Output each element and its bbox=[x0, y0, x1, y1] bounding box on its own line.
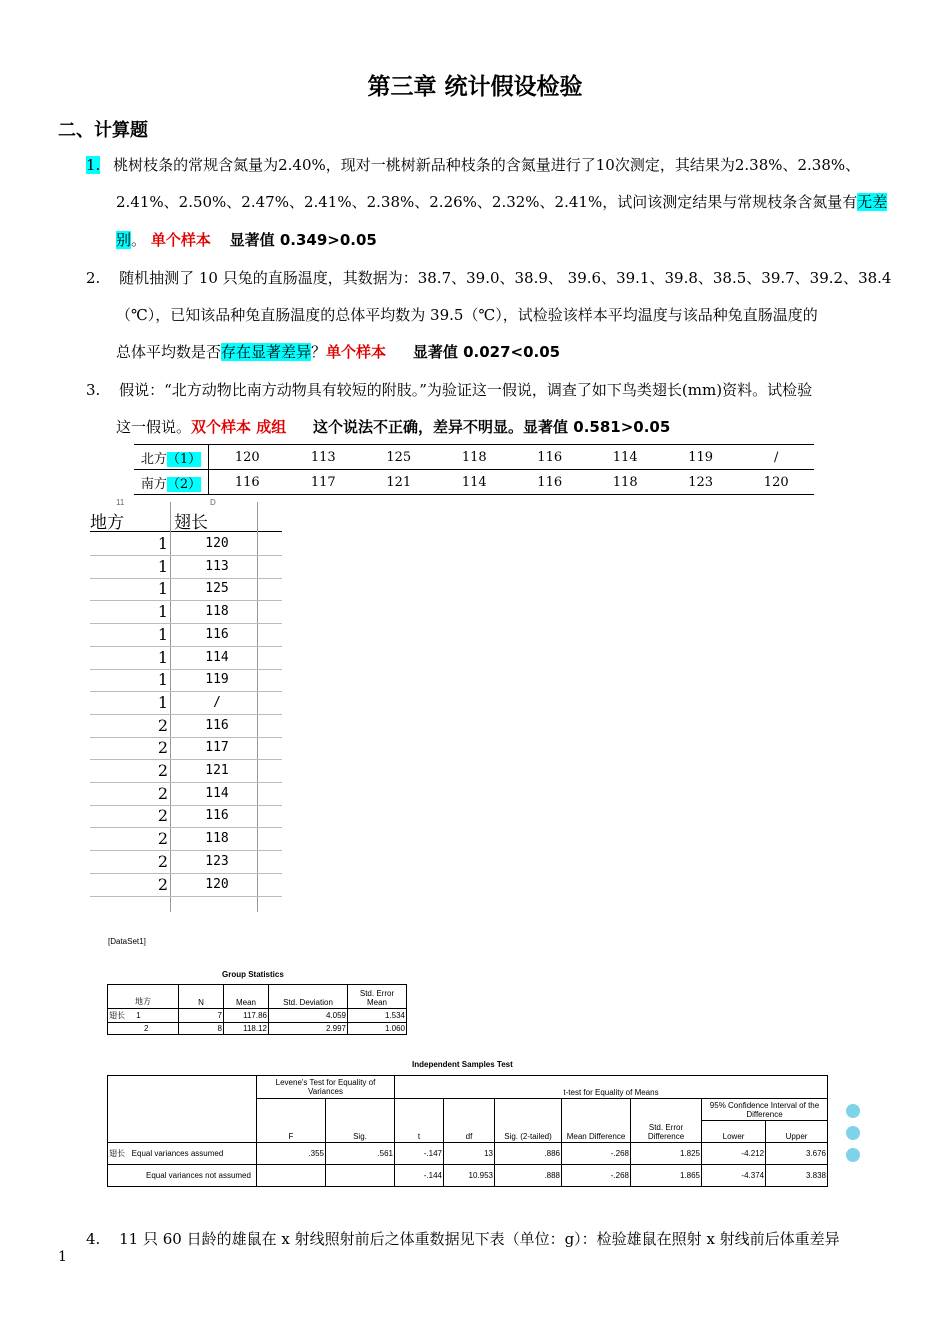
sheet-cell-wing: 125 bbox=[205, 581, 229, 597]
sheet-cell-wing: 116 bbox=[205, 717, 229, 733]
table-cell: 114 bbox=[612, 449, 638, 465]
q3-line2 bbox=[116, 416, 670, 437]
table-cell: 116 bbox=[234, 474, 260, 490]
sheet-row bbox=[90, 804, 282, 828]
q3-method: 双个样本 成组 bbox=[191, 418, 287, 436]
sheet-cell-region: 1 bbox=[157, 579, 168, 599]
sheet-row bbox=[90, 850, 282, 874]
table-cell: 2.997 bbox=[269, 1023, 348, 1035]
question-3 bbox=[86, 379, 812, 400]
comment-icon[interactable] bbox=[846, 1104, 860, 1118]
table-cell: 114 bbox=[461, 474, 487, 490]
q1-punct: 。 bbox=[131, 231, 147, 249]
sheet-cell-wing: 118 bbox=[205, 604, 229, 620]
q2-line1: 随机抽测了 10 只兔的直肠温度，其数据为：38.7、39.0、38.9、 39.6、39.1、39.8、38.5、39.7、39.2、38.4 bbox=[119, 269, 892, 287]
row-label: 南方（2） bbox=[134, 470, 209, 495]
column-letter: 11 bbox=[116, 498, 125, 507]
table-cell: t-test for Equality of Means bbox=[395, 1076, 828, 1099]
q2-punct: ？ bbox=[311, 343, 327, 361]
sheet-cell-wing: / bbox=[213, 694, 221, 710]
sheet-header-region: 地方 bbox=[90, 513, 124, 533]
sheet-row bbox=[90, 600, 282, 624]
table-cell bbox=[108, 1076, 257, 1143]
q2-result: 显著值 0.027<0.05 bbox=[412, 343, 561, 361]
table-cell: -.144 bbox=[395, 1165, 444, 1187]
sheet-cell-wing: 113 bbox=[205, 558, 229, 574]
q1-highlight-2: 别 bbox=[116, 231, 132, 249]
q2-method: 单个样本 bbox=[326, 343, 387, 361]
q1-result: 显著值 0.349>0.05 bbox=[229, 231, 377, 249]
table-cell: N bbox=[179, 985, 224, 1009]
gear-icon[interactable] bbox=[846, 1148, 860, 1162]
table-cell: Std. Deviation bbox=[269, 985, 348, 1009]
table-cell: 119 bbox=[688, 449, 714, 465]
sheet-cell-region: 1 bbox=[157, 647, 168, 667]
q4-line1: 11 只 60 日龄的雄鼠在 x 射线照射前后之体重数据见下表（单位：g）：检验雄鼠在照射 x 射线前后体重差异 bbox=[119, 1230, 840, 1248]
table-cell: 118 bbox=[612, 474, 638, 490]
q3-line1: 假说：“北方动物比南方动物具有较短的附肢。”为验证这一假说，调查了如下鸟类翅长(mm)资料。试检验 bbox=[119, 381, 813, 399]
table-cell: 7 bbox=[179, 1009, 224, 1023]
sheet-cell-region: 2 bbox=[157, 806, 168, 826]
table-cell: Levene's Test for Equality of Variances bbox=[257, 1076, 395, 1099]
table-cell: Upper bbox=[766, 1121, 828, 1143]
table-cell bbox=[257, 1165, 326, 1187]
sheet-cell-region: 1 bbox=[157, 692, 168, 712]
sheet-cell-wing: 117 bbox=[205, 740, 229, 756]
dataset-label: [DataSet1] bbox=[108, 937, 146, 946]
sheet-row bbox=[90, 827, 282, 851]
table-cell: 1.865 bbox=[631, 1165, 702, 1187]
table-row bbox=[108, 1165, 828, 1187]
sheet-cell-region: 1 bbox=[157, 602, 168, 622]
page-title: 第三章 统计假设检验 bbox=[367, 74, 583, 100]
table-cell: 1.060 bbox=[348, 1023, 407, 1035]
table-cell: t bbox=[395, 1099, 444, 1143]
table-cell: 翅长 1 bbox=[108, 1009, 179, 1023]
sheet-cell-wing: 120 bbox=[205, 536, 229, 551]
spreadsheet-image bbox=[90, 498, 282, 912]
table-cell: F bbox=[257, 1099, 326, 1143]
table-cell: -.147 bbox=[395, 1143, 444, 1165]
table-cell: Std. Error Mean bbox=[348, 985, 407, 1009]
table-cell: 95% Confidence Interval of the Difference bbox=[702, 1099, 828, 1121]
question-number: 1. bbox=[86, 156, 101, 174]
question-2 bbox=[86, 267, 891, 288]
table-cell: 125 bbox=[386, 449, 412, 465]
section-heading: 二、计算题 bbox=[58, 120, 148, 141]
q1-line2-text: 2.41%、2.50%、2.47%、2.41%、2.38%、2.26%、2.32%、2.41%，试问该测定结果与常规枝条含氮量有 bbox=[116, 193, 858, 211]
sheet-header-wing: 翅长 bbox=[174, 513, 208, 533]
table-cell: 117 bbox=[310, 474, 336, 490]
table-cell: -4.212 bbox=[702, 1143, 766, 1165]
sheet-cell-wing: 114 bbox=[205, 785, 229, 801]
table-cell: 10.953 bbox=[444, 1165, 495, 1187]
sheet-cell-wing: 120 bbox=[205, 876, 229, 892]
sheet-row bbox=[90, 623, 282, 647]
table-cell: 121 bbox=[386, 474, 412, 490]
sheet-row bbox=[90, 873, 282, 897]
sheet-cell-wing: 119 bbox=[205, 672, 229, 688]
table-cell: 1.534 bbox=[348, 1009, 407, 1023]
table-cell: Equal variances not assumed bbox=[108, 1165, 257, 1187]
sheet-cell-region: 2 bbox=[157, 851, 168, 871]
question-number: 2. bbox=[86, 269, 101, 287]
table-cell: 8 bbox=[179, 1023, 224, 1035]
q1-highlight: 无差 bbox=[857, 193, 888, 211]
table-cell: 116 bbox=[537, 449, 563, 465]
table-cell: .561 bbox=[326, 1143, 395, 1165]
group-stats-title: Group Statistics bbox=[222, 970, 284, 979]
sheet-row bbox=[90, 577, 282, 601]
table-cell: 113 bbox=[310, 449, 336, 465]
independent-samples-table bbox=[107, 1075, 828, 1187]
table-cell: 116 bbox=[537, 474, 563, 490]
question-number: 4. bbox=[86, 1230, 101, 1248]
table-row bbox=[108, 1076, 828, 1099]
table-cell: 120 bbox=[234, 449, 260, 465]
table-row bbox=[108, 1143, 828, 1165]
q1-line3 bbox=[116, 229, 377, 250]
sheet-row bbox=[90, 646, 282, 670]
sheet-cell-region: 2 bbox=[157, 715, 168, 735]
table-cell: 13 bbox=[444, 1143, 495, 1165]
table-row bbox=[134, 470, 814, 495]
sheet-cell-region: 2 bbox=[157, 783, 168, 803]
q2-line3-text: 总体平均数是否 bbox=[116, 343, 222, 361]
table-cell: 123 bbox=[688, 474, 714, 490]
sheet-cell-region: 2 bbox=[157, 829, 168, 849]
sheet-cell-region: 1 bbox=[157, 556, 168, 576]
sheet-cell-wing: 116 bbox=[205, 626, 229, 642]
sheet-row bbox=[90, 714, 282, 738]
table-cell: Lower bbox=[702, 1121, 766, 1143]
table-cell: .355 bbox=[257, 1143, 326, 1165]
sheet-cell-wing: 123 bbox=[205, 853, 229, 869]
q2-line2: （℃），已知该品种兔直肠温度的总体平均数为 39.5（℃），试检验该样本平均温度与该品种兔直肠温度的 bbox=[116, 306, 818, 324]
table-cell: -4.374 bbox=[702, 1165, 766, 1187]
sheet-cell-region: 1 bbox=[157, 534, 168, 553]
sheet-row bbox=[90, 759, 282, 783]
q1-method: 单个样本 bbox=[150, 231, 211, 249]
table-cell: 3.676 bbox=[766, 1143, 828, 1165]
table-cell: Sig. bbox=[326, 1099, 395, 1143]
sheet-cell-wing: 116 bbox=[205, 808, 229, 824]
sheet-cell-region: 2 bbox=[157, 761, 168, 780]
table-cell: Mean bbox=[224, 985, 269, 1009]
question-1 bbox=[86, 154, 860, 175]
edit-icon[interactable] bbox=[846, 1126, 860, 1140]
sheet-cell-region: 1 bbox=[157, 624, 168, 644]
table-cell: -.268 bbox=[562, 1165, 631, 1187]
sheet-row bbox=[90, 555, 282, 579]
table-cell bbox=[326, 1165, 395, 1187]
sheet-row bbox=[90, 691, 282, 715]
table-cell: 1.825 bbox=[631, 1143, 702, 1165]
table-cell: .886 bbox=[495, 1143, 562, 1165]
sheet-cell-region: 2 bbox=[157, 874, 168, 894]
independent-test-title: Independent Samples Test bbox=[412, 1060, 513, 1069]
q1-line1: 桃树枝条的常规含氮量为2.40%，现对一桃树新品种枝条的含氮量进行了10次测定，其结果为2.38%、2.38%、 bbox=[113, 156, 861, 174]
table-cell: df bbox=[444, 1099, 495, 1143]
q3-line2-text: 这一假说。 bbox=[116, 418, 192, 436]
wing-length-table bbox=[134, 444, 814, 495]
question-4 bbox=[86, 1228, 840, 1249]
table-cell: 118 bbox=[461, 449, 487, 465]
table-cell: / bbox=[774, 449, 779, 465]
table-cell: -.268 bbox=[562, 1143, 631, 1165]
q3-result: 这个说法不正确，差异不明显。显著值 0.581>0.05 bbox=[313, 418, 671, 436]
table-row bbox=[108, 1009, 407, 1023]
table-cell: 4.059 bbox=[269, 1009, 348, 1023]
table-cell: 地方 bbox=[108, 985, 179, 1009]
table-cell: 118.12 bbox=[224, 1023, 269, 1035]
row-label: 北方（1） bbox=[134, 445, 209, 470]
table-cell: 2 bbox=[108, 1023, 179, 1035]
sheet-cell-wing: 121 bbox=[205, 763, 229, 778]
column-letter: D bbox=[210, 498, 216, 507]
table-cell: 120 bbox=[763, 474, 789, 490]
sheet-row bbox=[90, 782, 282, 806]
sheet-cell-region: 2 bbox=[157, 738, 168, 758]
q2-highlight: 存在显著差异 bbox=[221, 343, 312, 361]
table-row bbox=[108, 985, 407, 1009]
table-cell: Std. Error Difference bbox=[631, 1099, 702, 1143]
sheet-row bbox=[90, 736, 282, 760]
table-cell: Sig. (2-tailed) bbox=[495, 1099, 562, 1143]
sheet-cell-wing: 118 bbox=[205, 831, 229, 847]
table-row bbox=[134, 445, 814, 470]
table-cell: 3.838 bbox=[766, 1165, 828, 1187]
q2-line3 bbox=[116, 341, 560, 362]
sheet-row bbox=[90, 532, 282, 556]
page-number: 1 bbox=[58, 1249, 67, 1265]
table-cell: 117.86 bbox=[224, 1009, 269, 1023]
sheet-row bbox=[90, 668, 282, 692]
q1-line2 bbox=[116, 191, 887, 212]
question-number: 3. bbox=[86, 381, 101, 399]
sheet-cell-wing: 114 bbox=[205, 649, 229, 665]
sheet-cell-region: 1 bbox=[157, 670, 168, 690]
table-cell: 翅长 Equal variances assumed bbox=[108, 1143, 257, 1165]
table-row bbox=[108, 1023, 407, 1035]
table-cell: .888 bbox=[495, 1165, 562, 1187]
group-statistics-table bbox=[107, 984, 407, 1035]
table-cell: Mean Difference bbox=[562, 1099, 631, 1143]
